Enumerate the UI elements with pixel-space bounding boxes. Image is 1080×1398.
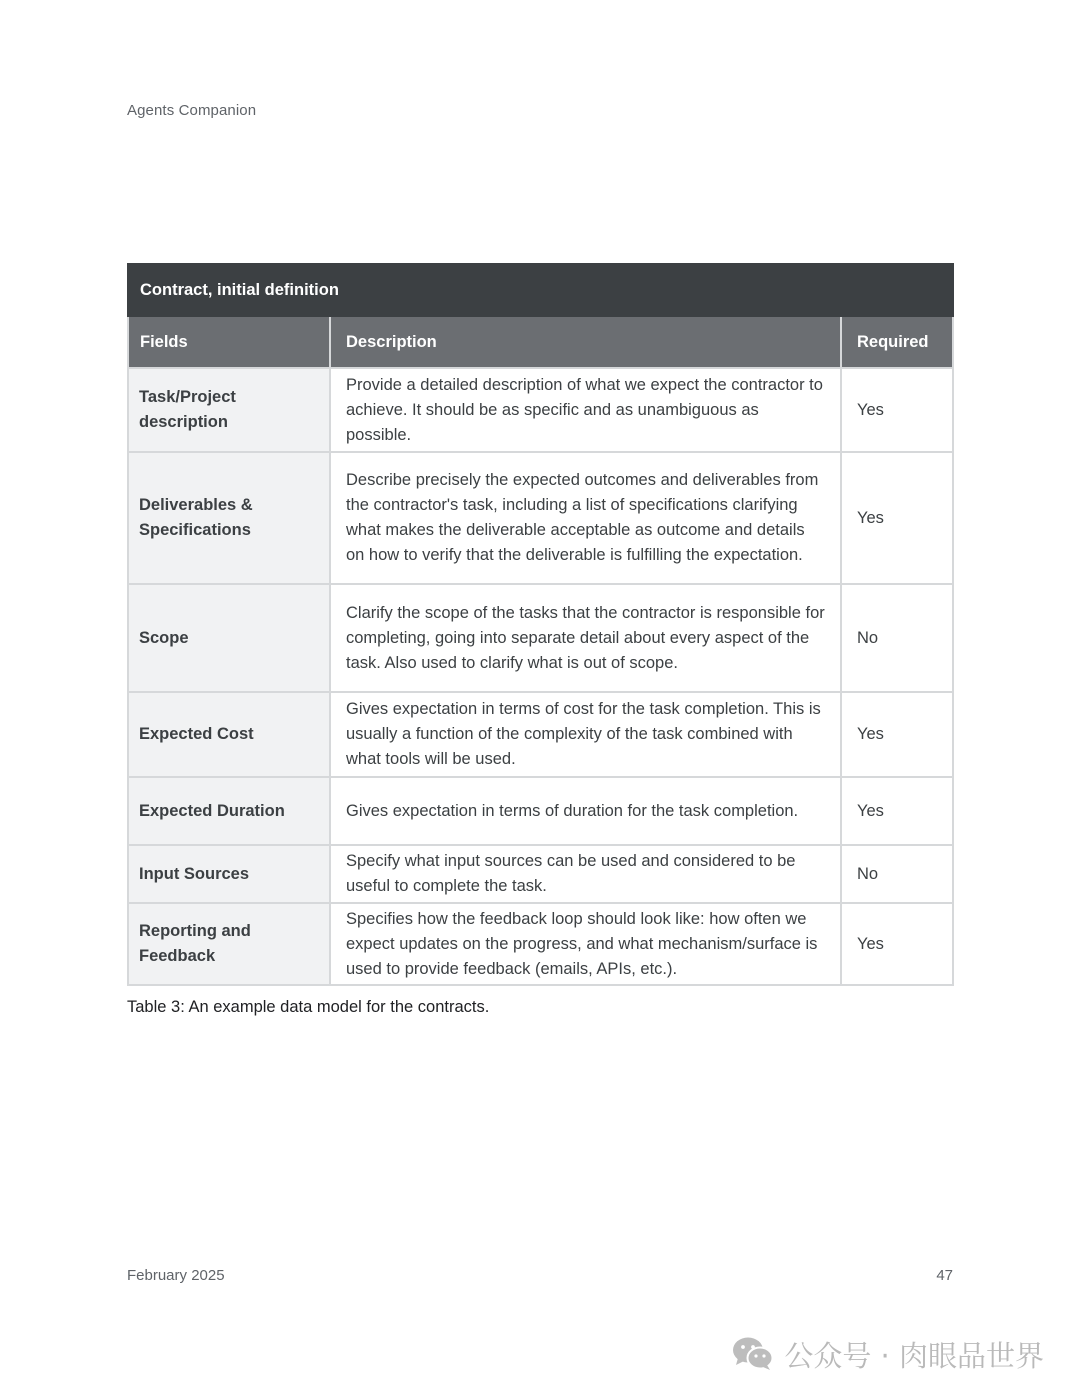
row-required: Yes: [841, 692, 953, 777]
table-row: [128, 903, 953, 985]
watermark: [732, 1334, 1044, 1374]
table-row: [128, 692, 953, 777]
row-field: Reporting and Feedback: [128, 903, 330, 985]
table-row: [128, 584, 953, 692]
table-row: [128, 845, 953, 903]
column-header-required: Required: [841, 316, 953, 368]
running-header: Agents Companion: [127, 102, 257, 119]
column-header-fields: Fields: [128, 316, 330, 368]
row-field: Expected Duration: [128, 777, 330, 845]
row-required: Yes: [841, 368, 953, 452]
column-header-description: Description: [330, 316, 841, 368]
page-number: 47: [936, 1267, 953, 1284]
row-required: No: [841, 584, 953, 692]
row-description: Gives expectation in terms of duration for the task completion.: [330, 777, 841, 845]
row-description: Provide a detailed description of what we expect the contractor to achieve. It should be as specific and as unambiguous as possible.: [330, 368, 841, 452]
table-row: [128, 452, 953, 584]
row-field: Expected Cost: [128, 692, 330, 777]
row-required: Yes: [841, 452, 953, 584]
table-row: [128, 368, 953, 452]
row-required: Yes: [841, 777, 953, 845]
footer-date: February 2025: [127, 1267, 225, 1284]
watermark-text: 公众号 · 肉眼品世界: [784, 1338, 1044, 1373]
row-field: Task/Project description: [128, 368, 330, 452]
table-title: Contract, initial definition: [128, 264, 953, 316]
table-header-row: [128, 316, 953, 368]
row-required: No: [841, 845, 953, 903]
row-description: Clarify the scope of the tasks that the contractor is responsible for completing, going into separate detail about every aspect of the task. Also used to clarify what is out of scope.: [330, 584, 841, 692]
row-description: Gives expectation in terms of cost for the task completion. This is usually a function of the complexity of the task combined with what tools will be used.: [330, 692, 841, 777]
row-required: Yes: [841, 903, 953, 985]
table-row: [128, 777, 953, 845]
table-title-row: [128, 264, 953, 316]
row-description: Describe precisely the expected outcomes and deliverables from the contractor's task, including a list of specifications clarifying what makes the deliverable acceptable as outcome and details on how to verify that the deliverable is fulfilling the expectation.: [330, 452, 841, 584]
wechat-icon: [732, 1336, 774, 1372]
row-description: Specifies how the feedback loop should look like: how often we expect updates on the progress, and what mechanism/surface is used to provide feedback (emails, APIs, etc.).: [330, 903, 841, 985]
contract-table: [127, 263, 954, 986]
table-caption: Table 3: An example data model for the contracts.: [127, 998, 490, 1016]
row-field: Input Sources: [128, 845, 330, 903]
row-description: Specify what input sources can be used and considered to be useful to complete the task.: [330, 845, 841, 903]
row-field: Deliverables & Specifications: [128, 452, 330, 584]
row-field: Scope: [128, 584, 330, 692]
